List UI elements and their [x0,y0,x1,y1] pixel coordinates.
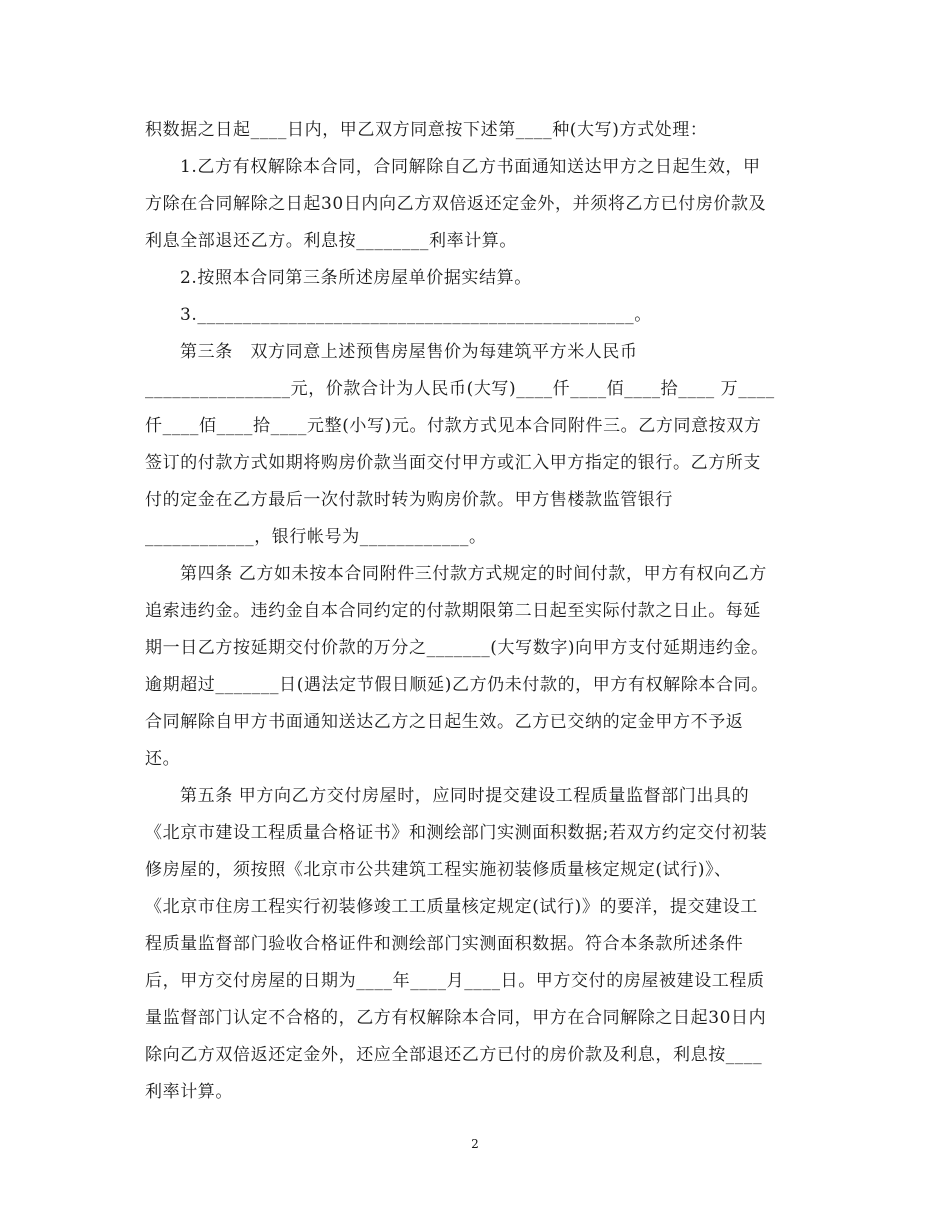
text-line: 量监督部门认定不合格的，乙方有权解除本合同，甲方在合同解除之日起30日内 [145,1008,767,1028]
clause-3-line: 3.________________________________________________。 [180,305,652,325]
article-4-heading-line: 第四条 乙方如未按本合同附件三付款方式规定的时间付款，甲方有权向乙方 [180,564,767,584]
text-line: 签订的付款方式如期将购房价款当面交付甲方或汇入甲方指定的银行。乙方所支 [145,453,761,473]
text-line: 追索违约金。违约金自本合同约定的付款期限第二日起至实际付款之日止。每延 [145,601,761,621]
text-line: 付的定金在乙方最后一次付款时转为购房价款。甲方售楼款监管银行 [145,490,673,510]
text-line: 逾期超过_______日(遇法定节假日顺延)乙方仍未付款的，甲方有权解除本合同。 [145,675,769,695]
text-line: 除向乙方双倍返还定金外，还应全部退还乙方已付的房价款及利息，利息按____ [145,1045,763,1065]
text-line: 积数据之日起____日内，甲乙双方同意按下述第____种(大写)方式处理： [145,120,708,140]
text-line: 程质量监督部门验收合格证件和测绘部门实测面积数据。符合本条款所述条件 [145,934,744,954]
text-line: 后，甲方交付房屋的日期为____年____月____日。甲方交付的房屋被建设工程质 [145,971,765,991]
text-line: 还。 [145,749,181,769]
text-line: 合同解除自甲方书面通知送达乙方之日起生效。乙方已交纳的定金甲方不予返 [145,712,744,732]
text-line: 修房屋的，须按照《北京市公共建筑工程实施初装修质量核定规定(试行)》、 [145,860,732,880]
text-line: ____________，银行帐号为____________。 [145,527,487,547]
text-line: 利息全部退还乙方。利息按________利率计算。 [145,231,517,251]
text-line: 利率计算。 [145,1082,233,1102]
clause-1-line: 1.乙方有权解除本合同，合同解除自乙方书面通知送达甲方之日起生效，甲 [180,157,761,177]
page-number: 2 [471,1137,479,1151]
text-line: 《北京市住房工程实行初装修竣工工质量核定规定(试行)》的要洋，提交建设工 [145,897,758,917]
article-5-heading-line: 第五条 甲方向乙方交付房屋时，应同时提交建设工程质量监督部门出具的 [180,786,750,806]
text-line: 期一日乙方按延期交付价款的万分之_______(大写数字)向甲方支付延期违约金。 [145,638,769,658]
clause-2-line: 2.按照本合同第三条所述房屋单价据实结算。 [180,268,532,288]
text-line: 《北京市建设工程质量合格证书》和测绘部门实测面积数据;若双方约定交付初装 [145,823,768,843]
text-line: ________________元，价款合计为人民币(大写)____仟____佰____拾____ 万____ [145,379,775,399]
text-line: 仟____佰____拾____元整(小写)元。付款方式见本合同附件三。乙方同意按双方 [145,416,762,436]
text-line: 方除在合同解除之日起30日内向乙方双倍返还定金外，并须将乙方已付房价款及 [145,194,767,214]
article-3-heading-line: 第三条 双方同意上述预售房屋售价为每建筑平方米人民币 [180,342,638,362]
